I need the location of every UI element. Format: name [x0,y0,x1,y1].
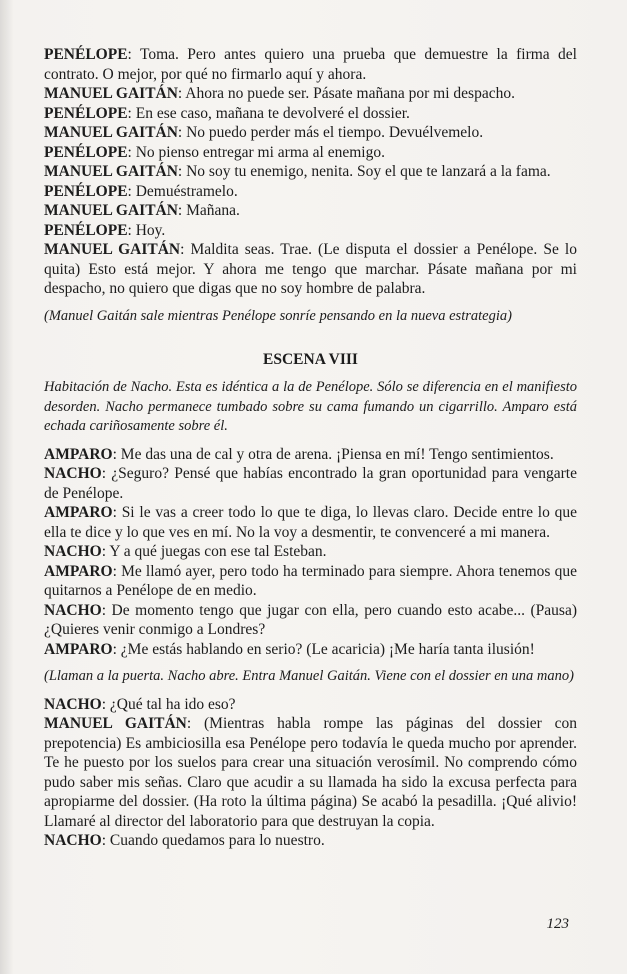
gutter-shadow [0,0,14,974]
dialogue-text: ¿Seguro? Pensé que habías encontrado la gran oportunidad para vengarte de Penélope. [44,465,577,502]
dialogue-line: MANUEL GAITÁN: Maldita seas. Trae. (Le disputa el dossier a Penélope. Se lo quita) Esto está mejor. Y ahora me tengo que marchar. Pásate mañana por mi despacho, no quiero que digas que no soy hombre de palabra. [44,241,577,297]
dialogue-block-1 [44,45,577,299]
dialogue-text: De momento tengo que jugar con ella, pero cuando esto acabe... (Pausa) ¿Quieres venir conmigo a Londres? [44,601,577,638]
spacer [44,338,577,350]
dialogue-line: MANUEL GAITÁN: No puedo perder más el tiempo. Devuélvemelo. [44,124,484,141]
speaker-name: MANUEL GAITÁN [44,715,187,732]
dialogue-text: Cuando quedamos para lo nuestro. [109,832,325,849]
dialogue-line: PENÉLOPE: Toma. Pero antes quiero una prueba que demuestre la firma del contrato. O mejor, por qué no firmarlo aquí y ahora. [44,46,577,83]
speaker-name: NACHO [44,601,102,619]
speaker-name: PENÉLOPE [44,104,128,122]
spacer [44,687,577,695]
dialogue-line: MANUEL GAITÁN: Mañana. [44,202,240,219]
dialogue-text: No puedo perder más el tiempo. Devuélvemelo. [186,124,484,141]
dialogue-line: NACHO: Cuando quedamos para lo nuestro. [44,832,325,849]
scene-title: ESCENA VIII [263,351,358,368]
dialogue-text: Toma. Pero antes quiero una prueba que demuestre la firma del contrato. O mejor, por qué no firmarlo aquí y ahora. [44,46,577,83]
dialogue-text: Mañana. [186,202,240,219]
dialogue-text: No pienso entregar mi arma al enemigo. [135,143,385,161]
stage-direction: (Manuel Gaitán sale mientras Penélope sonríe pensando en la nueva estrategia) [44,307,512,324]
dialogue-line: MANUEL GAITÁN: No soy tu enemigo, nenita. Soy el que te lanzará a la fama. [44,163,551,180]
dialogue-text: Si le vas a creer todo lo que te diga, lo llevas claro. Decide entre lo que ella te dice y lo que ves en mí. No la voy a desmentir, te convenceré a mi manera. [44,504,577,541]
dialogue-text: ¿Qué tal ha ido eso? [109,695,236,713]
speaker-name: AMPARO [44,562,113,580]
speaker-name: AMPARO [44,640,113,658]
speaker-name: NACHO [44,465,102,482]
dialogue-block-2 [44,445,577,660]
dialogue-line: MANUEL GAITÁN: Ahora no puede ser. Pásate mañana por mi despacho. [44,85,515,102]
dialogue-line: AMPARO: ¿Me estás hablando en serio? (Le acaricia) ¡Me haría tanta ilusión! [44,640,535,658]
spacer [44,299,577,307]
speaker-name: PENÉLOPE [44,221,128,239]
dialogue-text: Ahora no puede ser. Pásate mañana por mi despacho. [185,85,515,102]
speaker-name: MANUEL GAITÁN [44,124,178,141]
dialogue-text: No soy tu enemigo, nenita. Soy el que te lanzará a la fama. [186,163,551,180]
speaker-name: NACHO [44,695,102,713]
dialogue-text: ¿Me estás hablando en serio? (Le acaricia) ¡Me haría tanta ilusión! [120,640,535,658]
dialogue-text: Hoy. [135,221,166,239]
speaker-name: MANUEL GAITÁN [44,85,178,102]
dialogue-line: AMPARO: Me das una de cal y otra de arena. ¡Piensa en mí! Tengo sentimientos. [44,445,554,463]
dialogue-line: PENÉLOPE: Hoy. [44,221,166,239]
dialogue-line: PENÉLOPE: Demuéstramelo. [44,182,238,200]
dialogue-block-3 [44,695,577,851]
dialogue-line: AMPARO: Si le vas a creer todo lo que te diga, lo llevas claro. Decide entre lo que ella te dice y lo que ves en mí. No la voy a desmentir, te convenceré a mi manera. [44,504,577,541]
dialogue-line: NACHO: De momento tengo que jugar con ella, pero cuando esto acabe... (Pausa) ¿Quieres venir conmigo a Londres? [44,601,577,638]
spacer [44,659,577,667]
speaker-name: MANUEL GAITÁN [44,163,178,180]
scene-description: Habitación de Nacho. Esta es idéntica a la de Penélope. Sólo se diferencia en el manifiesto desorden. Nacho permanece tumbado sobre su cama fumando un cigarrillo. Amparo está echada cariñosamente sobre él. [44,379,577,434]
speaker-name: PENÉLOPE [44,182,128,200]
dialogue-text: Maldita seas. Trae. (Le disputa el dossier a Penélope. Se lo quita) Esto está mejor. Y ahora me tengo que marchar. Pásate mañana por mi despacho, no quiero que digas que no soy hombre de palabra. [44,241,577,297]
spacer [44,437,577,445]
dialogue-text: Me das una de cal y otra de arena. ¡Piensa en mí! Tengo sentimientos. [120,445,554,463]
speaker-name: MANUEL GAITÁN [44,202,178,219]
dialogue-line: PENÉLOPE: No pienso entregar mi arma al enemigo. [44,143,385,161]
spacer [44,326,577,338]
speaker-name: NACHO [44,832,102,849]
dialogue-text: (Mientras habla rompe las páginas del dossier con prepotencia) Es ambiciosilla esa Penélope pero todavía le queda mucho por aprender. Te he puesto por los suelos para crear una situación verosímil. No comprendo cómo pudo saber mis señas. Claro que acudir a su llamada ha sido la excusa perfecta para apropiarme del dossier. (Ha roto la última página) Se acabó la pesadilla. ¡Qué alivio! Llamaré al director del laboratorio para que destruyan la copia. [44,715,578,830]
speaker-name: AMPARO [44,445,113,463]
speaker-name: NACHO [44,543,102,560]
dialogue-line: NACHO: ¿Qué tal ha ido eso? [44,695,236,713]
page-content [44,45,577,851]
dialogue-text: Me llamó ayer, pero todo ha terminado para siempre. Ahora tenemos que quitarnos a Penélope de en medio. [44,562,577,599]
dialogue-text: Demuéstramelo. [135,182,238,200]
speaker-name: AMPARO [44,504,113,521]
dialogue-line: PENÉLOPE: En ese caso, mañana te devolveré el dossier. [44,104,410,122]
dialogue-text: En ese caso, mañana te devolveré el dossier. [135,104,410,122]
dialogue-line: NACHO: ¿Seguro? Pensé que habías encontrado la gran oportunidad para vengarte de Penélope. [44,465,577,502]
speaker-name: PENÉLOPE [44,46,128,63]
speaker-name: PENÉLOPE [44,143,128,161]
stage-direction: (Llaman a la puerta. Nacho abre. Entra Manuel Gaitán. Viene con el dossier en una mano) [44,668,574,684]
speaker-name: MANUEL GAITÁN [44,241,181,258]
dialogue-line: AMPARO: Me llamó ayer, pero todo ha terminado para siempre. Ahora tenemos que quitarnos a Penélope de en medio. [44,562,577,599]
dialogue-text: Y a qué juegas con ese tal Esteban. [109,543,327,560]
spacer [44,370,577,378]
dialogue-line: MANUEL GAITÁN: (Mientras habla rompe las páginas del dossier con prepotencia) Es ambiciosilla esa Penélope pero todavía le queda mucho por aprender. Te he puesto por los suelos para crear una situación verosímil. No comprendo cómo pudo saber mis señas. Claro que acudir a su llamada ha sido la excusa perfecta para apropiarme del dossier. (Ha roto la última página) Se acabó la pesadilla. ¡Qué alivio! Llamaré al director del laboratorio para que destruyan la copia. [44,715,578,830]
page-number: 123 [546,916,569,932]
dialogue-line: NACHO: Y a qué juegas con ese tal Esteban. [44,543,327,560]
